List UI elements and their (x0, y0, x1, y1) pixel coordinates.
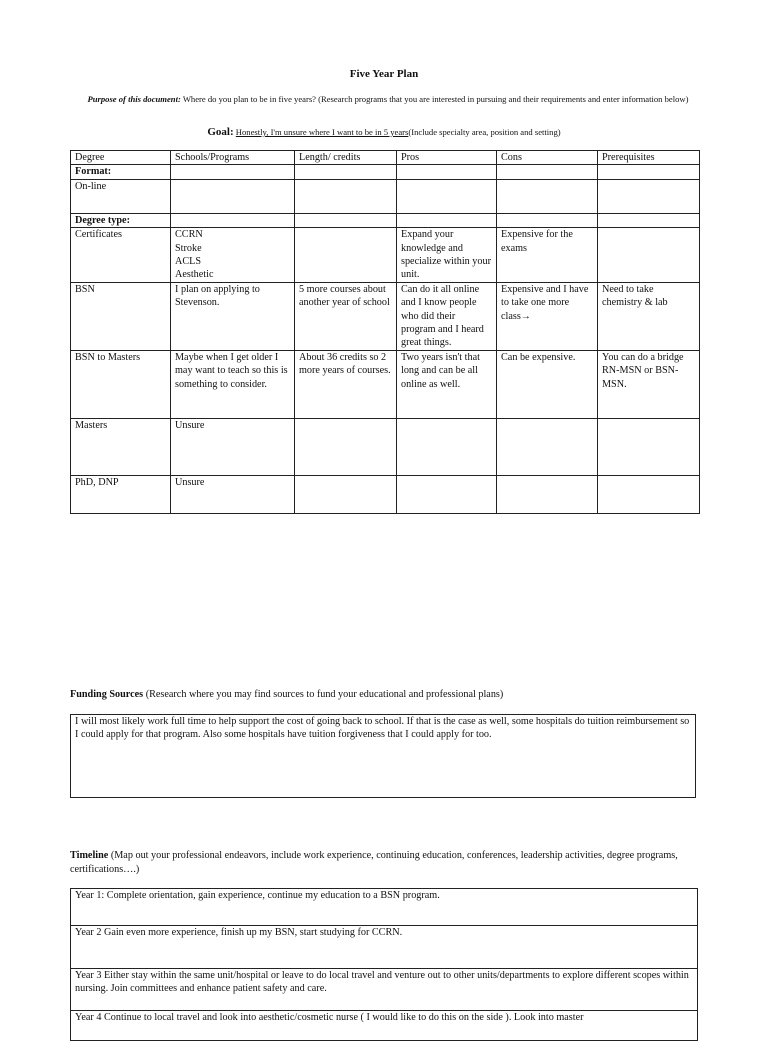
format-label: Format: (71, 165, 171, 179)
cell (598, 228, 700, 283)
timeline-year-2: Year 2 Gain even more experience, finish up my BSN, start studying for CCRN. (71, 926, 698, 969)
timeline-year-1: Year 1: Complete orientation, gain experience, continue my education to a BSN program. (71, 889, 698, 926)
header-cell: Length/ credits (295, 151, 397, 165)
timeline-row (71, 1011, 698, 1041)
timeline-row (71, 926, 698, 969)
cell (497, 418, 598, 475)
cell: 5 more courses about another year of school (295, 282, 397, 350)
cell (397, 418, 497, 475)
header-cell: Degree (71, 151, 171, 165)
funding-box (70, 714, 696, 798)
timeline-year-4: Year 4 Continue to local travel and look into aesthetic/cosmetic nurse ( I would like to do this on the side ). Look into master (71, 1011, 698, 1041)
timeline-label: Timeline (70, 850, 109, 861)
cell: CCRN Stroke ACLS Aesthetic (171, 228, 295, 283)
degree-type-row (71, 213, 700, 227)
table-header-row (71, 151, 700, 165)
purpose-text: Where do you plan to be in five years? (Research programs that you are interested in pursuing and their requirements and enter information below) (180, 94, 689, 104)
funding-heading (70, 688, 710, 702)
cell: Can be expensive. (497, 350, 598, 418)
funding-hint: (Research where you may find sources to fund your educational and professional plans) (143, 689, 504, 700)
document-title: Five Year Plan (349, 68, 419, 80)
format-row (71, 165, 700, 179)
cell: Two years isn't that long and can be all online as well. (397, 350, 497, 418)
degree-type-label: Degree type: (71, 213, 171, 227)
cell: I plan on applying to Stevenson. (171, 282, 295, 350)
cell: Masters (71, 418, 171, 475)
cell (295, 475, 397, 513)
table-row (71, 350, 700, 418)
online-label: On-line (71, 179, 171, 213)
header-cell: Schools/Programs (171, 151, 295, 165)
table-row (71, 228, 700, 283)
goal-line (0, 126, 768, 138)
cell (295, 228, 397, 283)
purpose-paragraph (78, 94, 698, 105)
cell: Can do it all online and I know people who did their program and I heard great things. (397, 282, 497, 350)
cell: BSN to Masters (71, 350, 171, 418)
timeline-hint: (Map out your professional endeavors, include work experience, continuing education, conferences, leadership activities, degree programs, certifications….) (70, 850, 678, 875)
online-row (71, 179, 700, 213)
table-row (71, 475, 700, 513)
table-row (71, 282, 700, 350)
cell (598, 475, 700, 513)
cell: Unsure (171, 418, 295, 475)
cell (397, 475, 497, 513)
cell: Expensive for the exams (497, 228, 598, 283)
cell: Certificates (71, 228, 171, 283)
header-cell: Pros (397, 151, 497, 165)
goal-hint: (Include specialty area, position and setting) (408, 127, 561, 137)
cell: Expensive and I have to take one more class→ (497, 282, 598, 350)
timeline-year-3: Year 3 Either stay within the same unit/hospital or leave to do local travel and venture out to other units/departments to explore different scopes within nursing. Join committees and enhance patient safety and care. (71, 969, 698, 1011)
timeline-row (71, 969, 698, 1011)
cell: Expand your knowledge and specialize within your unit. (397, 228, 497, 283)
cell (598, 418, 700, 475)
cell (497, 475, 598, 513)
cell: BSN (71, 282, 171, 350)
funding-text: I will most likely work full time to help support the cost of going back to school. If that is the case as well, some hospitals do tuition reimbursement so I could apply for that program. Also some hospitals have tuition forgiveness that I could apply for too. (75, 716, 690, 741)
degree-table (70, 150, 700, 514)
purpose-label: Purpose of this document: (87, 94, 181, 104)
cell: Unsure (171, 475, 295, 513)
timeline-table (70, 888, 698, 1041)
funding-label: Funding Sources (70, 689, 144, 700)
cell: Maybe when I get older I may want to teach so this is something to consider. (171, 350, 295, 418)
table-row (71, 418, 700, 475)
cell (295, 418, 397, 475)
goal-label: Goal: (207, 126, 234, 138)
header-cell: Cons (497, 151, 598, 165)
cell: About 36 credits so 2 more years of courses. (295, 350, 397, 418)
goal-answer: Honestly, I'm unsure where I want to be in 5 years (235, 127, 409, 137)
cell: You can do a bridge RN-MSN or BSN-MSN. (598, 350, 700, 418)
header-cell: Prerequisites (598, 151, 700, 165)
cell: PhD, DNP (71, 475, 171, 513)
timeline-row (71, 889, 698, 926)
timeline-heading (70, 849, 710, 877)
cell: Need to take chemistry & lab (598, 282, 700, 350)
